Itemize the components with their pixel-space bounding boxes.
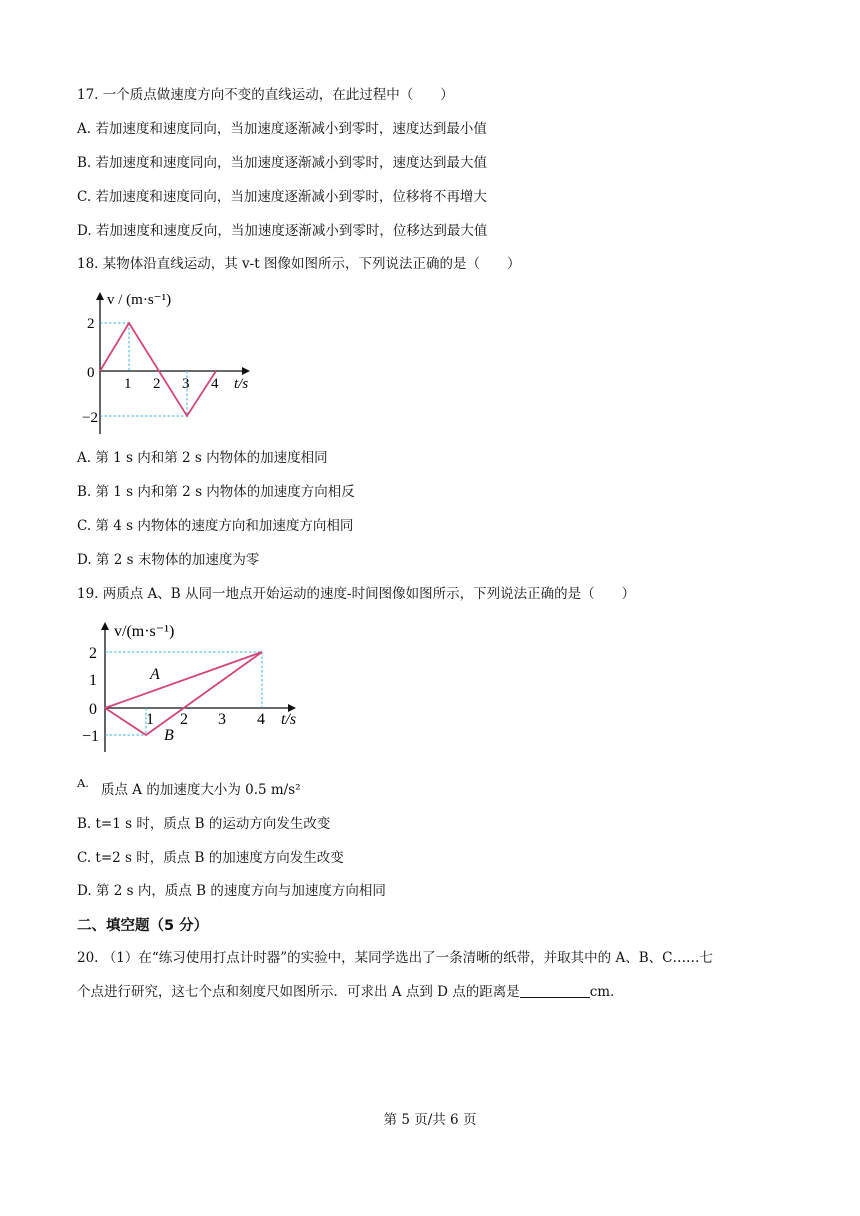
y-tick-label: −1 — [82, 728, 100, 745]
y-axis-label: v / (m·s⁻¹) — [107, 292, 172, 308]
x-tick-label: 3 — [182, 376, 190, 392]
x-tick-label: 2 — [153, 376, 161, 392]
q19-option-d: D. 第 2 s 内，质点 B 的速度方向与加速度方向相同 — [77, 883, 386, 899]
q17-option-c: C. 若加速度和速度同向，当加速度逐渐减小到零时，位移将不再增大 — [77, 189, 487, 205]
x-tick-label: 4 — [211, 376, 219, 392]
series-a-label: A — [150, 666, 160, 683]
q20-line1: 20. （1）在“练习使用打点计时器”的实验中，某同学选出了一条清晰的纸带，并取其中的 A、B、C……七 — [77, 950, 713, 966]
y-axis-arrow — [101, 622, 109, 630]
series-a-line — [105, 652, 262, 708]
q19-option-c: C. t=2 s 时，质点 B 的加速度方向发生改变 — [77, 850, 344, 866]
y-tick-label: 0 — [87, 365, 95, 381]
q18-vt-chart — [80, 282, 260, 442]
q19-option-b: B. t=1 s 时，质点 B 的运动方向发生改变 — [77, 816, 331, 832]
x-axis-arrow — [242, 367, 250, 375]
q18-option-d: D. 第 2 s 末物体的加速度为零 — [77, 552, 260, 568]
y-tick-label: −2 — [82, 410, 98, 426]
x-axis-label: t/s — [281, 711, 297, 728]
vt-curve — [100, 323, 216, 416]
q18-option-c: C. 第 4 s 内物体的速度方向和加速度方向相同 — [77, 518, 354, 534]
x-tick-label: 1 — [124, 376, 132, 392]
q20-line2-text: 个点进行研究，这七个点和刻度尺如图所示．可求出 A 点到 D 点的距离是 — [77, 984, 520, 1000]
q17-option-a: A. 若加速度和速度同向，当加速度逐渐减小到零时，速度达到最小值 — [77, 121, 487, 137]
q19-stem: 19. 两质点 A、B 从同一地点开始运动的速度-时间图像如图所示，下列说法正确的是（ ） — [77, 586, 636, 602]
x-axis-label: t/s — [234, 376, 249, 392]
page-footer: 第 5 页/共 6 页 — [383, 1112, 477, 1128]
answer-blank[interactable] — [520, 983, 590, 998]
y-axis-arrow — [96, 292, 104, 300]
y-tick-label: 2 — [89, 645, 97, 662]
q18-option-a: A. 第 1 s 内和第 2 s 内物体的加速度相同 — [77, 450, 328, 466]
q19-option-a: 质点 A 的加速度大小为 0.5 m/s² — [101, 782, 301, 798]
q19-vt-chart — [80, 614, 320, 764]
q17-option-b: B. 若加速度和速度同向，当加速度逐渐减小到零时，速度达到最大值 — [77, 155, 488, 171]
y-axis-label: v/(m·s⁻¹) — [114, 623, 175, 640]
x-tick-label: 3 — [218, 711, 226, 728]
q18-stem: 18. 某物体沿直线运动，其 v-t 图像如图所示，下列说法正确的是（ ） — [77, 256, 521, 272]
series-b-label: B — [164, 727, 174, 744]
q20-unit: cm． — [589, 984, 624, 1000]
y-tick-label: 0 — [89, 701, 97, 718]
q17-option-d: D. 若加速度和速度反向，当加速度逐渐减小到零时，位移达到最大值 — [77, 223, 488, 239]
y-tick-label: 2 — [87, 316, 95, 332]
q20-line2 — [77, 983, 624, 1001]
x-tick-label: 4 — [257, 711, 265, 728]
y-tick-label: 1 — [89, 672, 97, 689]
x-tick-label: 1 — [146, 711, 154, 728]
q19-option-a-letter: A. — [77, 776, 89, 790]
q18-option-b: B. 第 1 s 内和第 2 s 内物体的加速度方向相反 — [77, 484, 355, 500]
section-title: 二、填空题（5 分） — [77, 918, 209, 934]
q17-stem: 17. 一个质点做速度方向不变的直线运动，在此过程中（ ） — [77, 87, 454, 103]
x-tick-label: 2 — [180, 711, 188, 728]
